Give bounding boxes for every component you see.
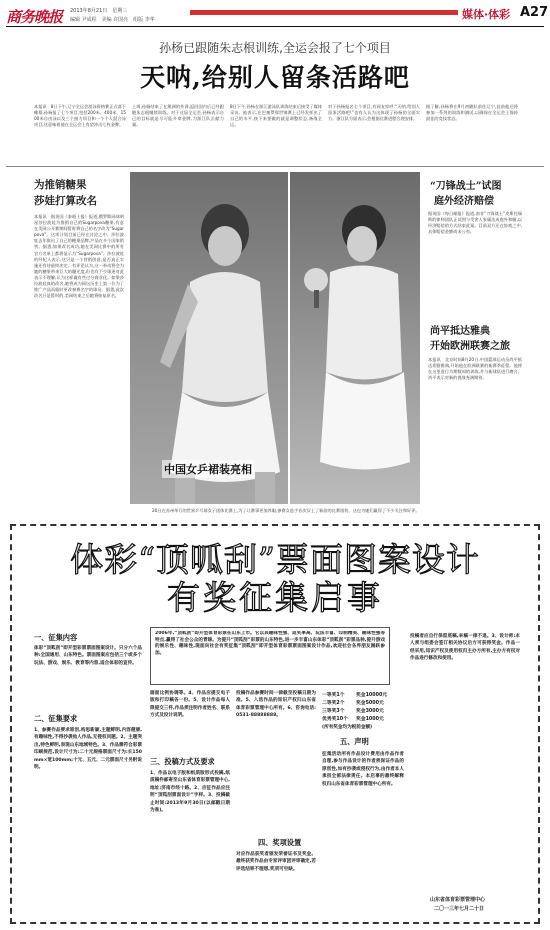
photo-left: [130, 172, 288, 504]
brand-logo: 商务晚报: [6, 8, 63, 26]
story-col-2: 上周,孙杨结束了在澳洲的外训,返回国内后已经跟随朱志根继续训练。对于这届全运会,孙杨表示自己的目标就是尽可能多拿金牌,为浙江队贡献力量。: [132, 104, 224, 128]
ad-section-4-title: 四、奖项设置: [258, 838, 302, 847]
sidebar-left-title-2: 莎娃打算改名: [34, 195, 97, 207]
ad-headline-2: 有奖征集启事: [167, 578, 383, 617]
prize-row-2: [322, 699, 396, 706]
prize-amount: 奖金10000元: [356, 693, 388, 698]
player-silhouette-right: [290, 172, 420, 504]
story-col-5: 据了解,孙杨将在9月初随队前往辽宁,此前他还将参加一系列的训练和测试,以确保在全运会上保持最佳的竞技状态。: [426, 104, 518, 122]
ad-intro-text: 2006年,“顶呱刮”即开型体育彩票在山东上市。它以其趣味性强、返奖率高、玩法丰富、印制精美、趣味性强等特点,赢得了社会公众的青睐。为提升“顶呱刮”彩票的山东特色,进一步丰富山东体彩“顶呱刮”彩票品种,提升游戏的娱乐性、趣味性,现面向社会有奖征集“顶呱刮”即开型体育彩票票面图案设计作品,欢迎社会各界朋友踊跃参加。: [155, 631, 385, 656]
sidebar-right-title-4: 开始欧洲联赛之旅: [430, 341, 510, 352]
header-rule: [6, 26, 544, 27]
sidebar-left-title-1: 为推销糖果: [34, 179, 87, 191]
ad-section-4-text: 对应作品获奖者颁发荣誉证书及奖金。最终获奖作品由专家评审团评审确定,若评选结果不理想,奖项可空缺。: [236, 852, 316, 872]
page-number: A27: [520, 5, 549, 20]
section-bar: [190, 10, 458, 15]
photo-right: [290, 172, 420, 504]
ad-section-1-text: 体彩“顶呱刮”即开型彩票票面图案设计。只分六个品种:全国通用、山东特色。票面图案应包括三个或多个玩法、游戏、娱乐、教育等内容,适合体彩的宣传。: [34, 646, 142, 666]
prize-note: (所有奖金均为税前金额): [322, 725, 373, 730]
ad-section-6-text: 投稿者应自行保留底稿,来稿一律不退。3、设计师:本人须与组委会签订相关协议后方可获得奖金。作品一经采用,知识产权及使用权归主办方所有,主办方有权对作品进行修改和使用。: [410, 634, 520, 662]
sidebar-right-title-2: 庭外经济赔偿: [434, 196, 494, 207]
ad-signature-org: 山东省体育彩票管理中心: [430, 897, 486, 903]
prize-row-4: [322, 715, 396, 722]
editor-credits: 编辑 尹成程 美编 许国亮 组版 李华: [70, 17, 155, 23]
ad-section-1-title: 一、征集内容: [34, 633, 78, 642]
prize-label: 二等奖2个: [322, 701, 345, 706]
prize-label: 优秀奖10个: [322, 717, 348, 722]
prize-amount: 奖金1000元: [356, 717, 384, 722]
ad-headline-1: 体彩“顶呱刮”票面图案设计: [70, 540, 480, 579]
ad-section-2-text: 1、参赛作品要求原创,构思新颖,主题鲜明,内容健康,有趣味性,不得抄袭他人作品,无侵权问题。2、主题突出,特色鲜明,表现山东地域特色。3、作品需符合彩票印刷规范,设计尺寸为:二十元规格票面尺寸为:长150mm×宽100mm;十元、五元、二元票面尺寸另附说明。: [34, 728, 142, 771]
sidebar-left-text: 本报讯 据英国《泰晤士报》报道,俄罗斯网球明星莎拉波娃为推销自己的Sugarpova糖果,有意在美网公开赛期间暂时将自己的名字改为“Sugarpova”。这项计划目前已经在讨论之中。莎拉波娃去年推出了自己的糖果品牌,产品在多个国家销售。据悉,如果改名成功,她在美网比赛中的所有官方名单上都将显示为“Sugarpova”。莎拉波娃的经纪人表示,这只是一个营销创意,是否真正实施还有待最终决定。有评论认为,这一举动将会为她的糖果带来巨大的曝光度,但也有不少球迷对此表示不理解,认为这样做有些过分商业化。如果莎拉波娃真的改名,她将成为网坛历史上第一位为了推广产品而临时更改参赛名字的球员。据悉,此次改名只是暂时的,美网结束之后她将恢复原名。: [34, 214, 124, 299]
prize-amount: 奖金5000元: [356, 701, 384, 706]
prize-label: 一等奖1个: [322, 693, 345, 698]
prize-row-3: [322, 707, 396, 714]
photo-caption-text: 20日在苏州举行的世界乒乓球女子团体比赛上,为了让赛事更加养眼,参赛女选手首次穿上了新款的比赛裙装。这也为她们赢得了不少关注和好评。: [152, 508, 420, 513]
ad-signature-date: 二〇一三年七月二十日: [434, 906, 485, 912]
ad-section-2b-text: 画面比例协调等。4、作品应提交电子版和打印稿各一份。5、设计作品每人限提交三件,作品须注明作者姓名、联系方式及设计说明。: [150, 691, 230, 719]
story-headline: 天呐,给别人留条活路吧: [140, 63, 410, 92]
sidebar-right-title-3: 尚平抵达雅典: [430, 326, 490, 337]
photo-caption-title: 中国女乒裙装亮相: [162, 460, 254, 478]
prize-amount: 奖金3000元: [356, 709, 384, 714]
ad-intro-box: [150, 627, 390, 685]
issue-date: 2013年8月21日 星期三: [70, 8, 128, 14]
prize-row-1: [322, 691, 396, 698]
story-col-1: 本报讯 8日下午,辽宁全运会游泳资格赛正式落下帷幕,孙杨报了七个项目,包括200米、400米、1500米自由泳以及三个接力项目和一个个人混合泳项目,这意味着他在全运会上有望冲击七枚金牌。: [34, 104, 126, 128]
story-col-4: 对于孙杨报名七个项目,有网友惊呼:“天呐,给别人留条活路吧!”也有人认为这体现了孙杨的全面实力。浙江队方面表示,会根据比赛进程合理安排。: [328, 104, 420, 122]
ad-section-3b-text: 投稿作品参赛时间一律截至投稿日期为准。5、入选作品的知识产权归山东省体育彩票管理中心所有。6、咨询电话:0531-88888888。: [236, 691, 316, 719]
story-subtitle: 孙杨已跟随朱志根训练,全运会报了七个项目: [159, 41, 391, 55]
sidebar-right-text-2: 本报讯 北京时间8月20日,中国篮球运动员尚平抵达希腊雅典,开始他在欧洲联赛的新赛季征程。他将在这里进行为期数周的训练,并与新球队进行磨合。尚平表示对新的挑战充满期待。: [428, 357, 522, 381]
ad-section-3-text: 1、作品以电子版和纸质版形式投稿,纸质稿件邮寄至山东省体育彩票管理中心,地址:济南市经十路。2、应征作品应注明“顶呱刮票面设计”字样。3、投稿截止时间:2013年9月30日(以邮戳日期为准)。: [150, 771, 230, 814]
sidebar-right-title-1: “刀锋战士”试图: [430, 181, 502, 192]
ad-section-2-title: 二、征集要求: [34, 714, 78, 723]
prize-label: 三等奖3个: [322, 709, 345, 714]
divider: [6, 166, 544, 167]
ad-section-5-title: 五、声明: [340, 737, 369, 746]
sidebar-right-text-1: 据英国《每日邮报》报道,南非“刀锋战士”皮斯托瑞斯的律师团队正试图与受害人家属达成庭外和解,以经济赔偿的方式结束此案。目前双方还在协商之中,具体赔偿金额尚未公布。: [428, 211, 522, 235]
ad-section-3-title: 三、投稿方式及要求: [150, 757, 215, 766]
section-title: 媒体·体彩: [462, 8, 511, 21]
player-silhouette-left: [130, 172, 288, 504]
story-col-3: 8日下午,孙杨在浙江游泳队训练结束后接受了媒体采访。他表示,在巴塞罗那世锦赛上已经发挥出了自己的水平,接下来要做的就是调整状态,备战全运。: [230, 104, 322, 128]
ad-section-5-text: 征集活动所有作品设计费用由作品作者自理,参与作品设计的作者须保证作品的原创性,如有抄袭或侵权行为,由作者本人承担全部法律责任。本启事的最终解释权归山东省体育彩票管理中心所有。: [322, 752, 404, 787]
